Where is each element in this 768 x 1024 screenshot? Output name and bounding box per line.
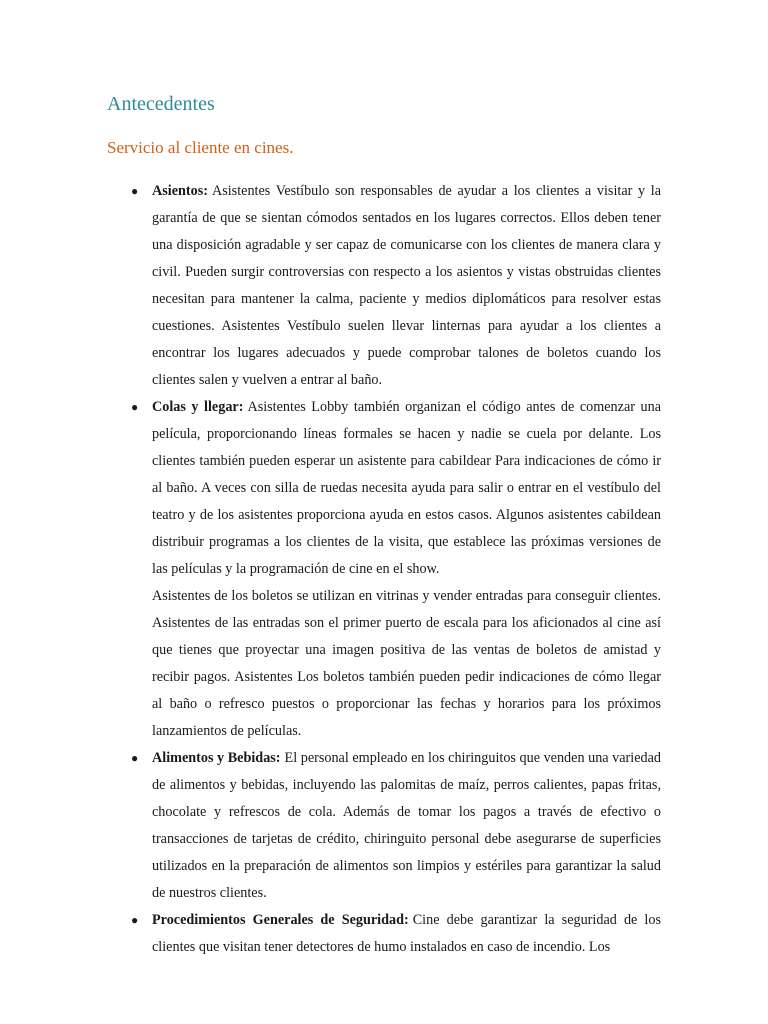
list-item-colas (131, 394, 661, 583)
section-subheading: Servicio al cliente en cines. (107, 138, 294, 157)
bullet-icon: ● (131, 400, 139, 414)
bullet-icon: ● (131, 751, 139, 765)
list-item-term: Colas y llegar: (152, 399, 244, 415)
list-item-text: Cine debe garantizar la seguridad de los clientes que visitan tener detectores de humo instalados en caso de incendio. Los (152, 912, 661, 955)
list-item-seguridad (131, 907, 661, 961)
list-item-term: Asientos: (152, 183, 208, 199)
paragraph-boletos: Asistentes de los boletos se utilizan en vitrinas y vender entradas para conseguir clientes. Asistentes de las entradas son el primer puerto de escala para los aficionados al cine así que tienes que proyectar una imagen positiva de las ventas de boletos de amistad y recibir pagos. Asistentes Los boletos también pueden pedir indicaciones de cómo llegar al baño o refresco puestos o proporcionar las fechas y horarios para los próximos lanzamientos de películas. (152, 588, 661, 739)
list-item-text: Asistentes Lobby también organizan el código antes de comenzar una película, proporcionando líneas formales se hacen y nadie se cuela por delante. Los clientes también pueden esperar un asistente para cabildear Para indicaciones de cómo ir al baño. A veces con silla de ruedas necesita ayuda para salir o entrar en el vestíbulo del teatro y de los asistentes proporciona ayuda en estos casos. Algunos asistentes cabildean distribuir programas a los clientes de la visita, que establece las próximas versiones de las películas y la programación de cine en el show. (152, 399, 661, 577)
bullet-icon: ● (131, 184, 139, 198)
bullet-icon: ● (131, 913, 139, 927)
list-item-term: Procedimientos Generales de Seguridad: (152, 912, 409, 928)
list-item-term: Alimentos y Bebidas: (152, 750, 281, 766)
section-heading: Antecedentes (107, 93, 215, 115)
list-item-text: El personal empleado en los chiringuitos que venden una variedad de alimentos y bebidas, incluyendo las palomitas de maíz, perros calientes, papas fritas, chocolate y refrescos de cola. Además de tomar los pagos a través de efectivo o transacciones de tarjetas de crédito, chiringuito personal debe asegurarse de superficies utilizados en la preparación de alimentos son limpios y estériles para garantizar la salud de nuestros clientes. (152, 750, 662, 901)
document-body (131, 178, 662, 961)
list-item-alimentos (131, 745, 662, 907)
list-item-asientos (131, 178, 661, 394)
list-item-text: Asistentes Vestíbulo son responsables de ayudar a los clientes a visitar y la garantía de que se sientan cómodos sentados en los lugares correctos. Ellos deben tener una disposición agradable y ser capaz de comunicarse con los clientes de manera clara y civil. Pueden surgir controversias con respecto a los asientos y vistas obstruidas clientes necesitan para mantener la calma, paciente y medios diplomáticos para resolver estas cuestiones. Asistentes Vestíbulo suelen llevar linternas para ayudar a los clientes a encontrar los lugares adecuados y puede comprobar talones de boletos cuando los clientes salen y vuelven a entrar al baño. (152, 183, 661, 388)
